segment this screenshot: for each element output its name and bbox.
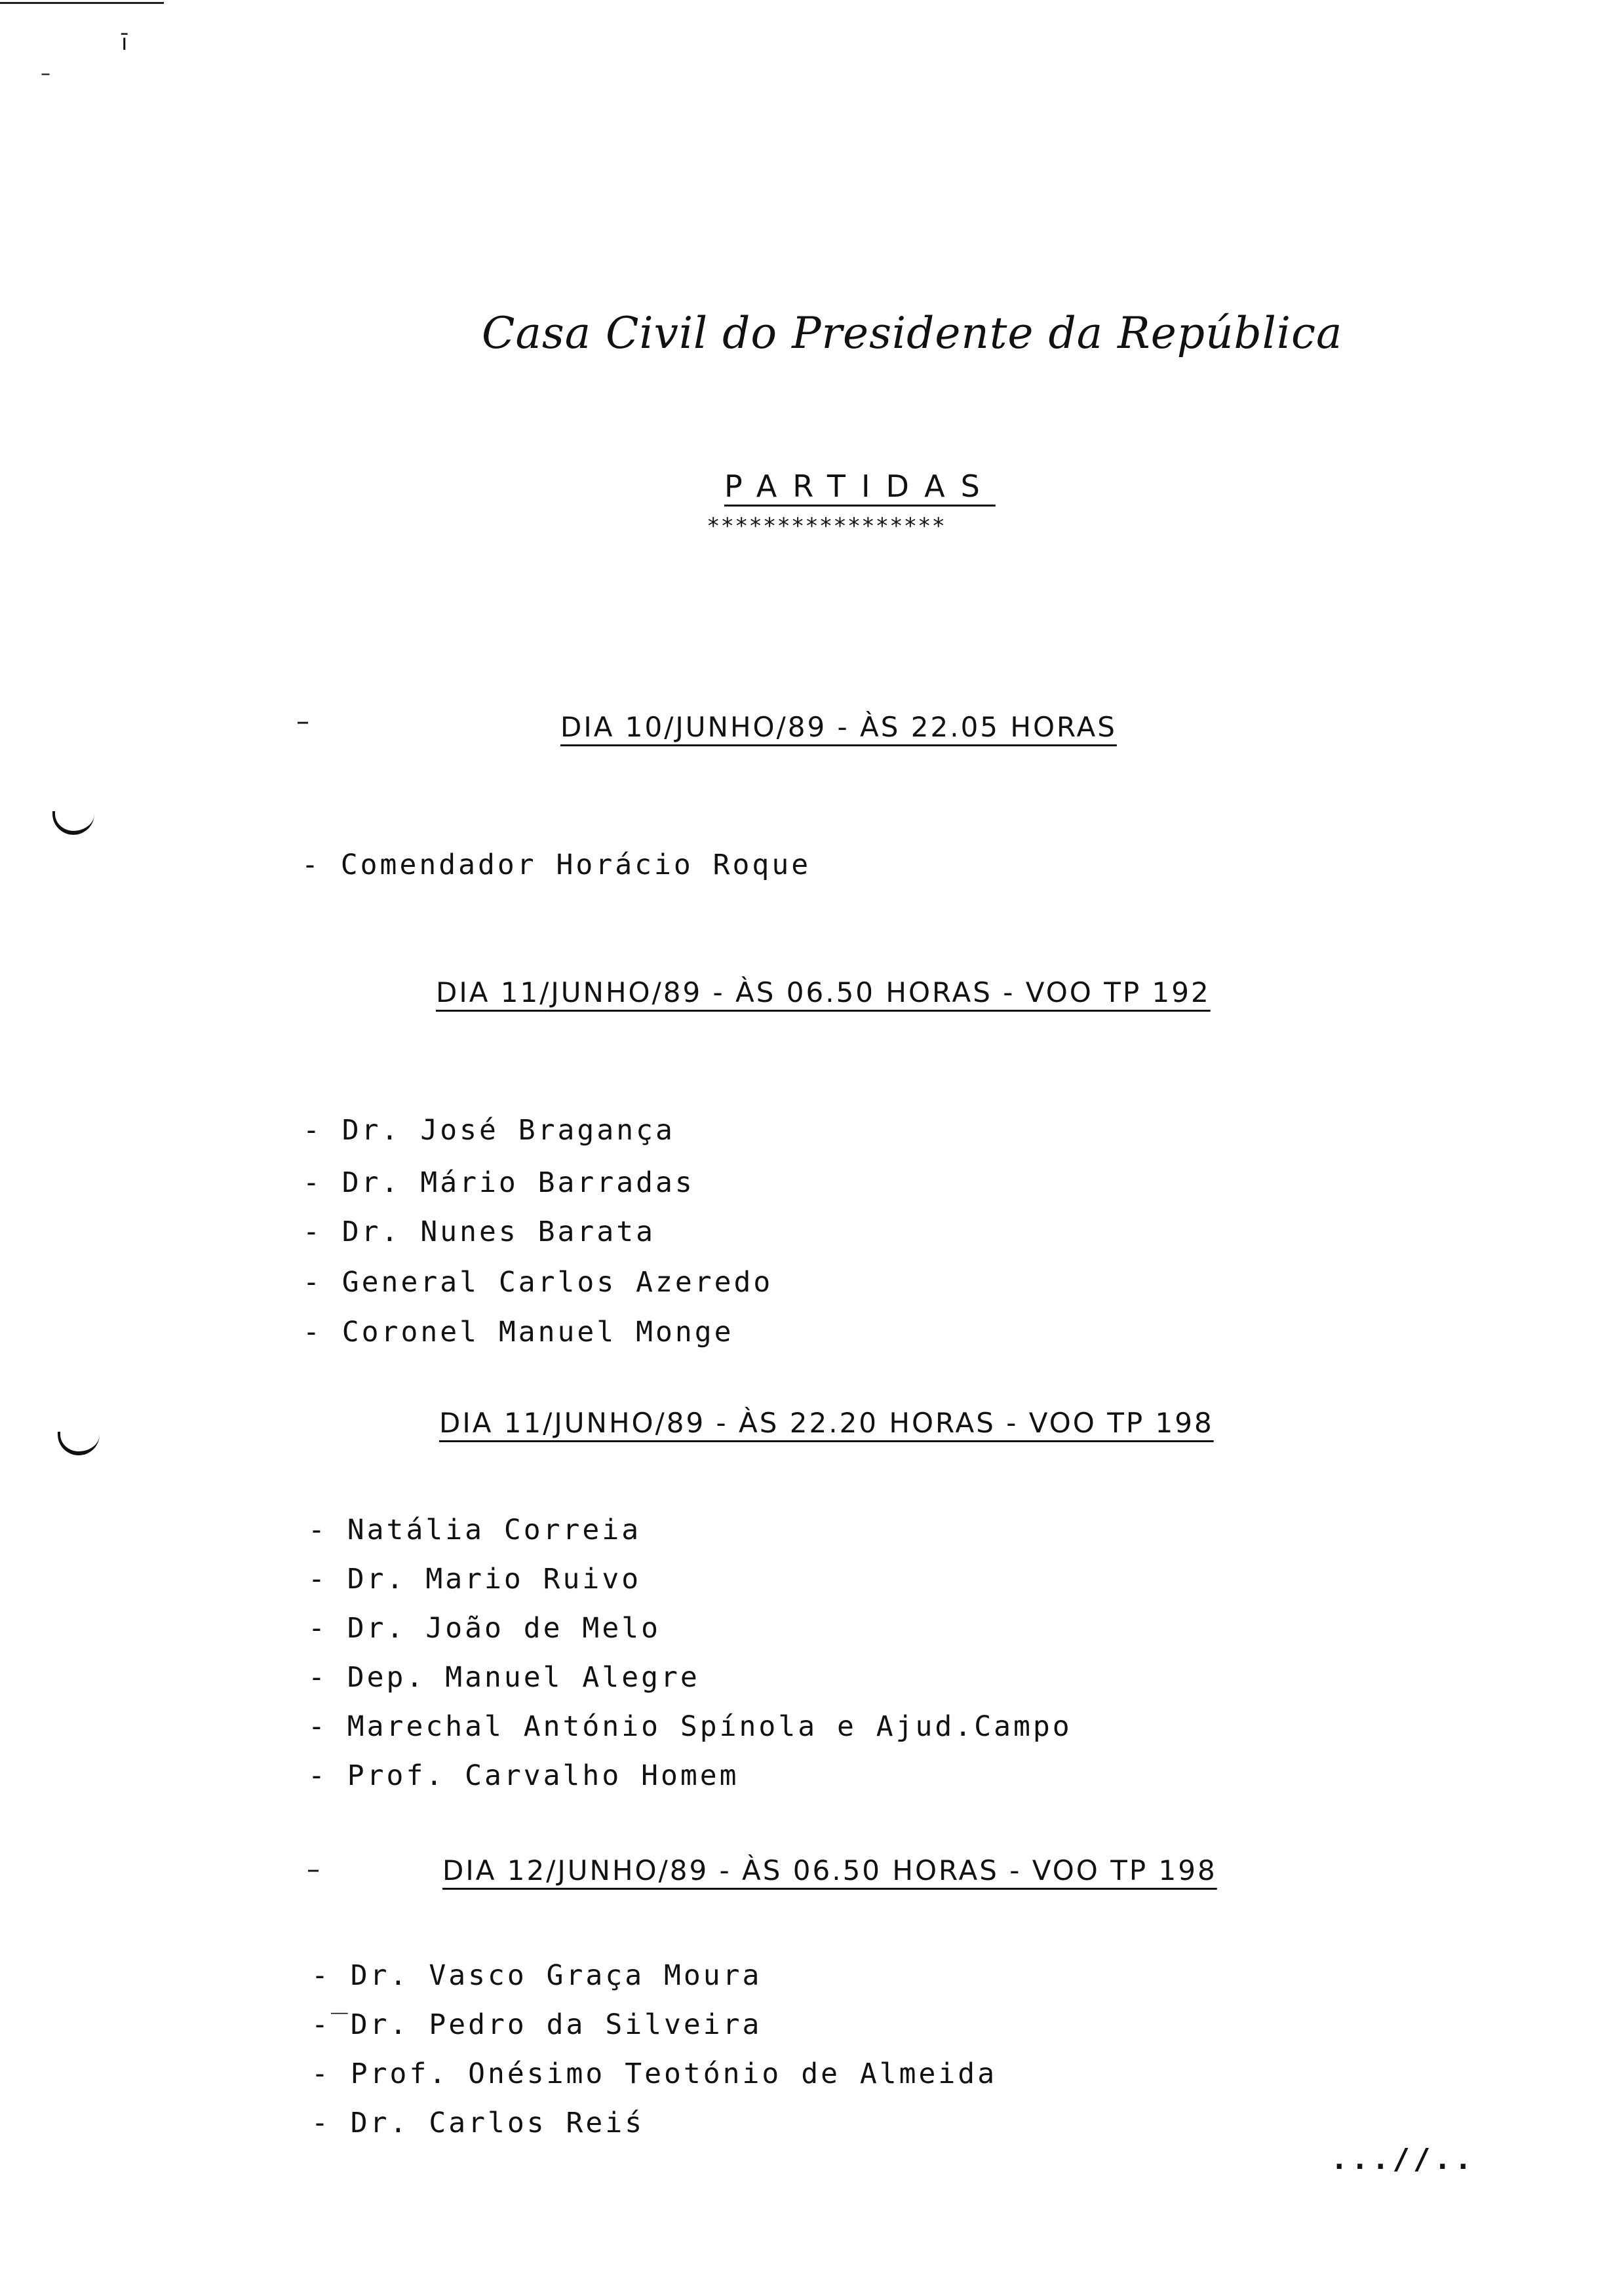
list-item: - Dr. Carlos Reiś bbox=[311, 2107, 645, 2139]
list-item: - Dr. Vasco Graça Moura bbox=[311, 1959, 762, 1992]
list-item: - Dr. Nunes Barata bbox=[303, 1215, 655, 1248]
letterhead: Casa Civil do Presidente da República bbox=[482, 308, 1343, 358]
section-heading: DIA 11/JUNHO/89 - ÀS 22.20 HORAS - VOO TP 198 bbox=[439, 1407, 1214, 1439]
list-item: - Prof. Carvalho Homem bbox=[308, 1759, 739, 1792]
list-item: - General Carlos Azeredo bbox=[303, 1266, 773, 1299]
section-heading: DIA 10/JUNHO/89 - ÀS 22.05 HORAS bbox=[560, 711, 1117, 743]
list-item: - Dep. Manuel Alegre bbox=[308, 1661, 700, 1694]
list-item: - Comendador Horácio Roque bbox=[302, 849, 811, 881]
list-item: - Prof. Onésimo Teotónio de Almeida bbox=[311, 2057, 998, 2090]
list-item: - Coronel Manuel Monge bbox=[303, 1316, 734, 1349]
continuation-mark: ...//.. bbox=[1331, 2143, 1475, 2176]
section-heading: DIA 11/JUNHO/89 - ÀS 06.50 HORAS - VOO TP 192 bbox=[436, 976, 1211, 1008]
title-underline-stars: ***************** bbox=[707, 513, 946, 539]
list-item: - Dr. Mario Ruivo bbox=[308, 1563, 642, 1596]
margin-dash: – bbox=[307, 1854, 320, 1885]
list-item: -‾Dr. Pedro da Silveira bbox=[311, 2008, 762, 2041]
list-item: - Dr. José Bragança bbox=[303, 1114, 675, 1147]
list-item: - Dr. João de Melo bbox=[308, 1612, 661, 1645]
list-item: - Dr. Mário Barradas bbox=[303, 1166, 695, 1199]
section-heading: DIA 12/JUNHO/89 - ÀS 06.50 HORAS - VOO TP 198 bbox=[442, 1854, 1217, 1886]
page-title: PARTIDAS bbox=[724, 469, 996, 504]
corner-mark: ī bbox=[121, 29, 128, 56]
corner-mark: – bbox=[41, 62, 50, 85]
margin-hook-mark bbox=[58, 1432, 100, 1455]
list-item: - Natália Correia bbox=[308, 1514, 642, 1546]
top-rule bbox=[0, 2, 164, 4]
list-item: - Marechal António Spínola e Ajud.Campo bbox=[308, 1710, 1072, 1743]
margin-dash: – bbox=[296, 706, 309, 737]
margin-hook-mark bbox=[52, 811, 94, 835]
